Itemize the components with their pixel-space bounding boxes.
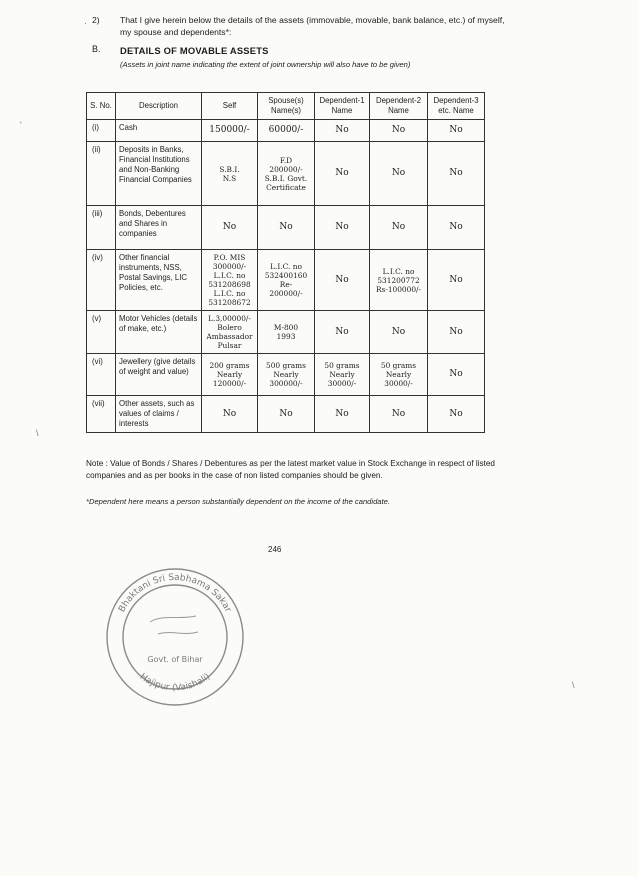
handwritten-entry: No xyxy=(335,326,349,337)
handwritten-entry: 200000/- xyxy=(269,164,303,174)
cell-dep1 xyxy=(315,396,370,433)
cell-self xyxy=(202,396,258,433)
cell-dep2 xyxy=(370,311,428,354)
handwritten-entry: No xyxy=(222,222,237,232)
handwritten-entry: Nearly xyxy=(216,370,243,379)
handwritten-entry: No xyxy=(449,369,463,379)
cell-dep2 xyxy=(370,206,428,250)
cell-dep2 xyxy=(370,250,428,311)
intro-number: 2) xyxy=(92,15,100,25)
table-row xyxy=(87,311,485,354)
svg-text:Bhaktani Sri Sabhama Sakar xyxy=(117,573,233,614)
handwritten-entry: 30000/- xyxy=(327,379,357,388)
row-sno: (ii) xyxy=(87,142,116,206)
table-row xyxy=(87,396,485,433)
cell-dep1 xyxy=(315,250,370,311)
cell-dep1 xyxy=(315,142,370,206)
row-sno: (v) xyxy=(87,311,116,354)
handwritten-entry: 531208698 xyxy=(208,280,251,289)
handwritten-entry: L.I.C. no xyxy=(382,266,415,276)
margin-mark: ' xyxy=(20,120,22,130)
table-row xyxy=(87,206,485,250)
cell-spouse xyxy=(258,142,315,206)
row-description: Bonds, Debentures and Shares in companies xyxy=(116,206,202,250)
table-row xyxy=(87,250,485,311)
cell-dep3 xyxy=(428,206,485,250)
row-description: Other financial instruments, NSS, Postal Savings, LIC Policies, etc. xyxy=(116,250,202,311)
handwritten-entry: No xyxy=(449,222,463,232)
stamp-bottom-text: Hajipur (Vaishali) xyxy=(137,671,213,694)
handwritten-entry: No xyxy=(279,222,293,232)
handwritten-entry: 500 grams xyxy=(266,361,306,370)
handwritten-entry: No xyxy=(335,125,349,135)
handwritten-entry: P.O. MIS xyxy=(213,253,246,262)
cell-spouse xyxy=(258,120,315,142)
cell-self xyxy=(202,120,258,142)
header-description: Description xyxy=(116,93,202,120)
handwritten-entry: No xyxy=(335,408,349,419)
row-description: Other assets, such as values of claims / interests xyxy=(116,396,202,433)
handwritten-entry: No xyxy=(391,326,406,337)
handwritten-entry: M-800 xyxy=(273,323,299,332)
handwritten-entry: L.I.C. no xyxy=(213,271,246,280)
cell-dep3 xyxy=(428,142,485,206)
section-title: DETAILS OF MOVABLE ASSETS xyxy=(120,45,269,56)
handwritten-entry: 150000/- xyxy=(209,125,250,135)
header-sno: S. No. xyxy=(87,93,116,120)
table-row xyxy=(87,142,485,206)
handwritten-entry: 50 grams xyxy=(380,361,417,370)
handwritten-entry: Pulsar xyxy=(217,341,242,350)
handwritten-entry: Re- xyxy=(279,280,293,289)
handwritten-entry: 120000/- xyxy=(212,379,247,388)
cell-spouse xyxy=(258,250,315,311)
cell-self xyxy=(202,250,258,311)
cell-spouse xyxy=(258,206,315,250)
cell-dep3 xyxy=(428,250,485,311)
handwritten-entry: No xyxy=(449,125,463,135)
cell-dep1 xyxy=(315,354,370,396)
cell-dep3 xyxy=(428,311,485,354)
handwritten-entry: 60000/- xyxy=(268,125,304,135)
row-sno: (vii) xyxy=(87,396,116,433)
cell-spouse xyxy=(258,396,315,433)
handwritten-entry: Bolero xyxy=(217,323,242,332)
section-subtitle: (Assets in joint name indicating the extent of joint ownership will also have to be given) xyxy=(120,60,411,69)
intro-text: That I give herein below the details of the assets (immovable, movable, bank balance, etc.) of myself, my spouse and dependents*: xyxy=(120,15,505,37)
handwritten-entry: 532400160 xyxy=(264,271,308,280)
handwritten-entry: 200 grams xyxy=(209,361,250,370)
handwritten-entry: No xyxy=(279,408,293,419)
cell-dep3 xyxy=(428,354,485,396)
cell-dep2 xyxy=(370,120,428,142)
cell-spouse xyxy=(258,311,315,354)
handwritten-entry: No xyxy=(449,274,463,285)
cell-dep1 xyxy=(315,206,370,250)
handwritten-entry: L.3,00000/- xyxy=(208,314,251,323)
row-description: Cash xyxy=(116,120,202,142)
row-description: Deposits in Banks, Financial Institutions and Non-Banking Financial Companies xyxy=(116,142,202,206)
official-seal-stamp xyxy=(100,562,250,712)
handwritten-entry: No xyxy=(391,222,406,232)
handwritten-entry: S.B.I. xyxy=(219,164,240,174)
cell-dep3 xyxy=(428,396,485,433)
handwritten-entry: No xyxy=(449,326,463,337)
row-description: Motor Vehicles (details of make, etc.) xyxy=(116,311,202,354)
handwritten-entry: N.S xyxy=(222,173,237,183)
margin-mark: \ xyxy=(36,428,39,438)
cell-dep3 xyxy=(428,120,485,142)
table-header-row xyxy=(87,93,485,120)
cell-dep2 xyxy=(370,396,428,433)
header-dependent-3: Dependent-3 etc. Name xyxy=(428,93,485,120)
header-spouse: Spouse(s) Name(s) xyxy=(258,93,315,120)
handwritten-entry: S.B.I. Govt. xyxy=(264,173,308,183)
cell-self xyxy=(202,206,258,250)
handwritten-entry: 30000/- xyxy=(384,379,413,388)
header-dependent-1: Dependent-1 Name xyxy=(315,93,370,120)
handwritten-entry: No xyxy=(391,168,406,178)
handwritten-entry: Nearly xyxy=(385,370,412,379)
header-self: Self xyxy=(202,93,258,120)
handwritten-entry: L.I.C. no xyxy=(213,289,246,298)
handwritten-entry: Ambassador xyxy=(206,332,253,341)
handwritten-entry: 531200772 xyxy=(377,275,420,285)
handwritten-entry: 200000/- xyxy=(269,289,303,298)
stamp-inner-text: Govt. of Bihar xyxy=(147,655,203,664)
row-sno: (vi) xyxy=(87,354,116,396)
note-text: Note : Value of Bonds / Shares / Debentures as per the latest market value in Stock Exchange in respect of listed companies and as per books in the case of non listed companies should be given. xyxy=(86,459,495,480)
handwritten-entry: No xyxy=(335,222,349,232)
handwritten-entry: 50 grams xyxy=(324,361,360,370)
handwritten-entry: 1993 xyxy=(276,332,296,341)
handwritten-entry: L.I.C. no xyxy=(270,262,302,271)
handwritten-entry: No xyxy=(222,408,237,419)
handwritten-entry: Certificate xyxy=(266,182,306,192)
handwritten-entry: No xyxy=(449,168,463,178)
footnote-text: *Dependent here means a person substantially dependent on the income of the candidate. xyxy=(86,497,390,506)
table-row xyxy=(87,354,485,396)
handwritten-entry: Rs-100000/- xyxy=(375,284,422,294)
header-dependent-2: Dependent-2 Name xyxy=(370,93,428,120)
cell-dep1 xyxy=(315,311,370,354)
handwritten-entry: 531208672 xyxy=(208,298,251,307)
handwritten-entry: No xyxy=(391,408,406,419)
stamp-outer-text: Bhaktani Sri Sabhama Sakar xyxy=(117,572,233,615)
handwritten-entry: No xyxy=(335,274,349,285)
row-sno: (i) xyxy=(87,120,116,142)
row-sno: (iii) xyxy=(87,206,116,250)
handwritten-entry: No xyxy=(391,125,406,135)
cell-self xyxy=(202,142,258,206)
svg-text:Hajipur (Vaishali) xyxy=(138,672,213,694)
cell-dep2 xyxy=(370,142,428,206)
handwritten-entry: 300000/- xyxy=(212,262,247,271)
handwritten-entry: Nearly xyxy=(273,370,299,379)
handwritten-entry: F.D xyxy=(279,155,293,165)
row-description: Jewellery (give details of weight and value) xyxy=(116,354,202,396)
margin-mark: \ xyxy=(572,680,575,690)
cell-spouse xyxy=(258,354,315,396)
handwritten-entry: 300000/- xyxy=(269,379,303,388)
handwritten-entry: Nearly xyxy=(329,370,355,379)
row-sno: (iv) xyxy=(87,250,116,311)
cell-dep1 xyxy=(315,120,370,142)
section-number: B. xyxy=(92,44,101,54)
margin-mark: · xyxy=(84,18,87,28)
cell-self xyxy=(202,354,258,396)
handwritten-entry: No xyxy=(449,408,463,419)
movable-assets-table xyxy=(86,92,485,433)
table-row xyxy=(87,120,485,142)
cell-self xyxy=(202,311,258,354)
page-number: 246 xyxy=(268,545,282,554)
handwritten-entry: No xyxy=(335,168,349,178)
cell-dep2 xyxy=(370,354,428,396)
